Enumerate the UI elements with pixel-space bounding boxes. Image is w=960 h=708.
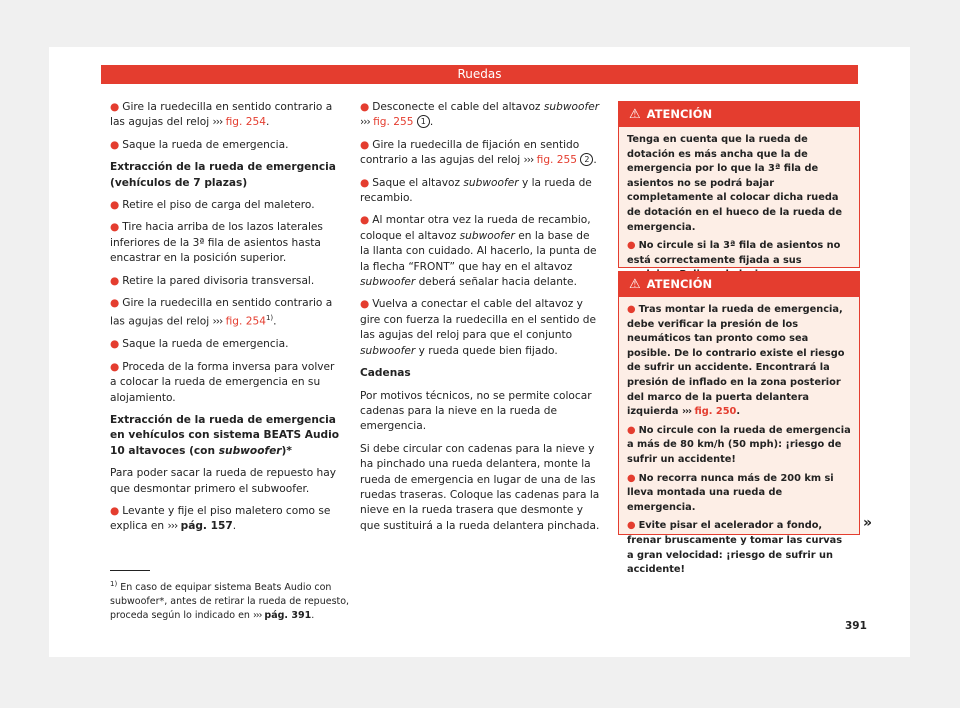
warning-header: ⚠ ATENCIÓN — [619, 102, 859, 127]
list-item: ● Gire la ruedecilla en sentido contrario a las agujas del reloj ››› fig. 254. — [110, 101, 333, 129]
bullet: ● — [110, 101, 120, 113]
section-header: Ruedas — [101, 65, 858, 84]
warning-header: ⚠ ATENCIÓN — [619, 272, 859, 297]
paragraph: Si debe circular con cadenas para la nieve y ha pinchado una rueda delantera, monte la rueda de emergencia en lugar de una de las ruedas traseras. Coloque las cadenas para la nieve en la rueda trasera que desmonte y que sustituirá a la rueda delantera pinchada. — [360, 442, 600, 532]
figure-link[interactable]: fig. 254 — [225, 116, 266, 129]
column-middle — [360, 100, 600, 541]
figure-link[interactable]: fig. 255 — [536, 154, 577, 167]
list-item: ● Levante y fije el piso maletero como se explica en ››› pág. 157. — [110, 505, 331, 533]
footnote-rule — [110, 570, 150, 571]
warning-item: ● Evite pisar el acelerador a fondo, frenar bruscamente y tomar las curvas a gran velocidad: ¡riesgo de sufrir un accidente! — [627, 520, 843, 576]
column-left — [110, 100, 340, 542]
warning-item: ● No recorra nunca más de 200 km si lleva montada una rueda de emergencia. — [627, 472, 834, 513]
list-item: ● Saque el altavoz subwoofer y la rueda de recambio. — [360, 176, 592, 205]
callout-number: 1 — [417, 115, 430, 128]
warning-icon: ⚠ — [629, 277, 641, 292]
figure-link[interactable]: fig. 250 — [694, 406, 737, 418]
list-item: ● Retire la pared divisoria transversal. — [110, 274, 315, 287]
warning-text: Tenga en cuenta que la rueda de dotación es más ancha que la de emergencia por lo que la 3ª fila de asientos no se podrá bajar completamente al colocar dicha rueda de dotación en el hueco de la rueda de emergencia. — [627, 134, 842, 233]
subheading: Cadenas — [360, 367, 411, 380]
list-item: ● Al montar otra vez la rueda de recambio, coloque el altavoz subwoofer en la base de la llanta con cuidado. Al hacerlo, la punta de la flecha “FRONT” que hay en el altavoz subwoofer deberá señalar hacia delante. — [360, 214, 597, 289]
warning-icon: ⚠ — [629, 107, 641, 122]
paragraph: Para poder sacar la rueda de repuesto hay que desmontar primero el subwoofer. — [110, 467, 337, 495]
list-item: ● Retire el piso de carga del maletero. — [110, 199, 315, 212]
callout-number: 2 — [580, 153, 593, 166]
footnote: $^{1)}$ En caso de equipar sistema Beats Audio con subwoofer*, antes de retirar la rueda de repuesto, proceda según lo indicado en ››› pág. 391. — [110, 580, 350, 622]
page-link[interactable]: pág. 157 — [180, 520, 233, 533]
subheading: Extracción de la rueda de emergencia (vehículos de 7 plazas) — [110, 161, 336, 189]
list-item: ● Saque la rueda de emergencia. — [110, 138, 289, 151]
list-item: ● Gire la ruedecilla de fijación en sentido contrario a las agujas del reloj ››› fig. 255 2 . — [360, 138, 597, 167]
page-link[interactable]: pág. 391 — [264, 610, 312, 622]
figure-link[interactable]: fig. 254 — [225, 316, 266, 328]
list-item: ● Proceda de la forma inversa para volver a colocar la rueda de emergencia en su alojamiento. — [110, 360, 335, 404]
warning-box — [618, 271, 860, 576]
paragraph: Por motivos técnicos, no se permite colocar cadenas para la nieve en la rueda de emergencia. — [360, 389, 592, 433]
list-item: ● Desconecte el cable del altavoz subwoofer ››› fig. 255 1 . — [360, 101, 600, 129]
subheading: Extracción de la rueda de emergencia en vehículos con sistema BEATS Audio 10 altavoces (con subwoofer)* — [110, 414, 340, 457]
warning-item: ● No circule con la rueda de emergencia a más de 80 km/h (50 mph): ¡riesgo de sufrir un accidente! — [627, 424, 851, 465]
warning-item: ● Tras montar la rueda de emergencia, debe verificar la presión de los neumáticos tan pronto como sea posible. De lo contrario existe el riesgo de sufrir un accidente. Encontrará la presión de inflado en la zona posterior del marco de la puerta delantera izquierda ››› fig. 250. — [627, 304, 845, 418]
list-item: ● Gire la ruedecilla en sentido contrario a las agujas del reloj ››› fig. 254$^{1)}$. — [110, 297, 333, 328]
list-item: ● Tire hacia arriba de los lazos laterales inferiores de la 3ª fila de asientos hasta encastrar en la posición superior. — [110, 221, 323, 265]
warning-item: ● No circule si la 3ª fila de asientos no está correctamente fijada a sus — [627, 240, 841, 266]
figure-link[interactable]: fig. 255 — [373, 116, 414, 129]
continue-marker: » — [863, 515, 873, 531]
warning-box — [618, 101, 860, 268]
list-item: ● Vuelva a conectar el cable del altavoz y gire con fuerza la ruedecilla en el sentido de las agujas del reloj para que el conjunto subwoofer y rueda quede bien fijado. — [360, 298, 597, 357]
list-item: ● Saque la rueda de emergencia. — [110, 338, 289, 351]
page-number: 391 — [845, 620, 867, 632]
